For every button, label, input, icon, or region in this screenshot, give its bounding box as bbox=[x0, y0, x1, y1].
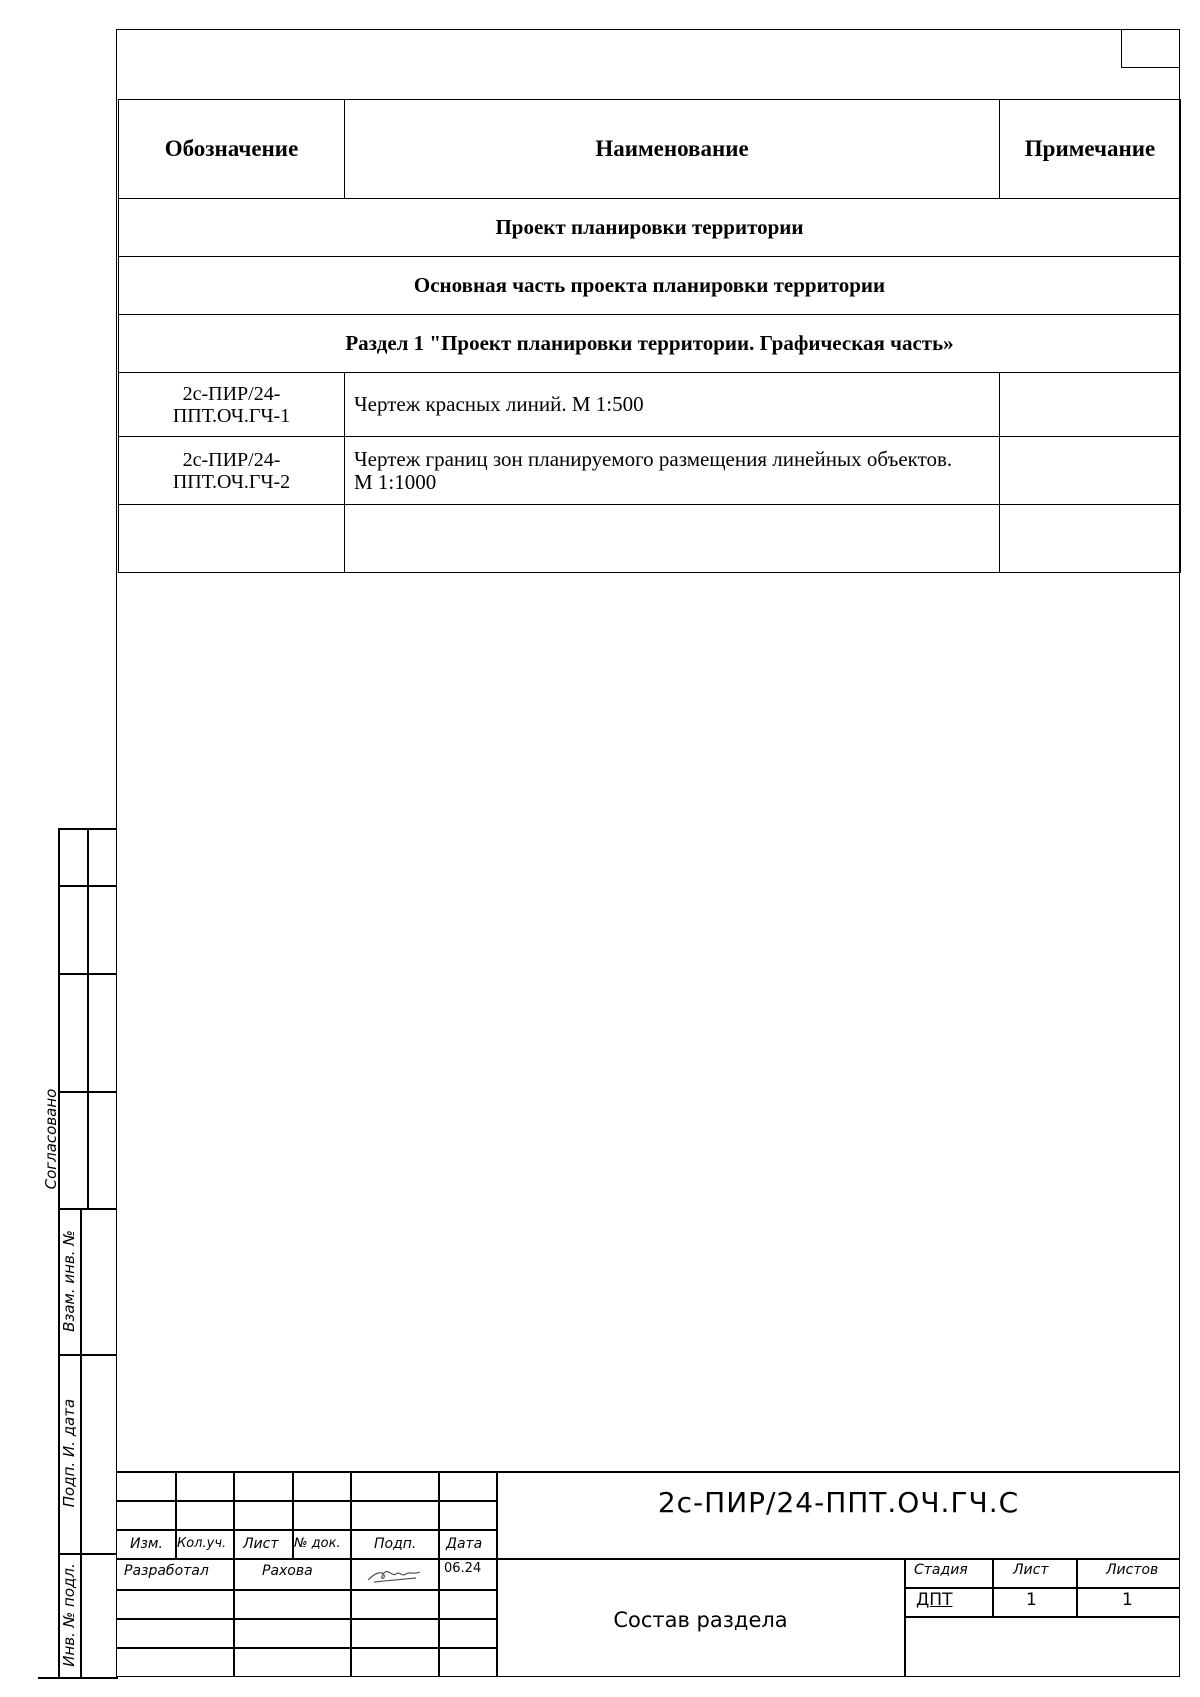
header-designation: Обозначение bbox=[119, 100, 345, 199]
row-code: 2с-ПИР/24- ППТ.ОЧ.ГЧ-1 bbox=[119, 373, 345, 437]
stamp-date: 06.24 bbox=[444, 1561, 482, 1576]
stamp-col-data: Дата bbox=[446, 1536, 483, 1552]
header-name: Наименование bbox=[345, 100, 1000, 199]
stage-label: Стадия bbox=[914, 1562, 968, 1578]
doc-code: 2с-ПИР/24-ППТ.ОЧ.ГЧ.С bbox=[657, 1486, 1020, 1519]
stamp-col-izm: Изм. bbox=[130, 1536, 163, 1552]
table-row bbox=[119, 505, 1181, 573]
stamp-col-doc: № док. bbox=[294, 1536, 341, 1551]
sheets-label: Листов bbox=[1106, 1562, 1159, 1578]
contents-table bbox=[118, 99, 1181, 573]
developed-label: Разработал bbox=[124, 1563, 209, 1579]
row-code: 2с-ПИР/24- ППТ.ОЧ.ГЧ-2 bbox=[119, 437, 345, 505]
stage-value: ДПТ bbox=[916, 1590, 953, 1610]
side-vzam-label: Взам. инв. № bbox=[60, 1230, 78, 1332]
row-note bbox=[1000, 505, 1181, 573]
section-title-2: Основная часть проекта планировки территории bbox=[119, 257, 1181, 315]
side-inv-podl-label: Инв. № подл. bbox=[60, 1563, 78, 1667]
row-name: Чертеж границ зон планируемого размещения линейных объектов. М 1:1000 bbox=[345, 437, 1000, 505]
side-podp-data-label: Подп. И. дата bbox=[60, 1398, 78, 1508]
sheet-label: Лист bbox=[1013, 1562, 1049, 1578]
side-approved-label: Согласовано bbox=[42, 1088, 60, 1190]
stamp-col-podp: Подп. bbox=[374, 1536, 417, 1552]
sheet-value: 1 bbox=[1026, 1590, 1037, 1610]
sheets-value: 1 bbox=[1122, 1590, 1133, 1610]
stamp-col-kol: Кол.уч. bbox=[177, 1536, 227, 1551]
table-row bbox=[119, 437, 1181, 505]
row-name: Чертеж красных линий. М 1:500 bbox=[345, 373, 1000, 437]
row-note bbox=[1000, 373, 1181, 437]
header-row bbox=[119, 100, 1181, 199]
sheet-title: Состав раздела bbox=[613, 1608, 788, 1632]
developer-name: Рахова bbox=[262, 1563, 313, 1579]
row-name bbox=[345, 505, 1000, 573]
row-code bbox=[119, 505, 345, 573]
signature-icon bbox=[364, 1563, 426, 1585]
stamp-col-list: Лист bbox=[243, 1536, 279, 1552]
table-row bbox=[119, 373, 1181, 437]
section-title-1: Проект планировки территории bbox=[119, 199, 1181, 257]
row-note bbox=[1000, 437, 1181, 505]
header-note: Примечание bbox=[1000, 100, 1181, 199]
section-title-3: Раздел 1 "Проект планировки территории. Графическая часть» bbox=[119, 315, 1181, 373]
corner-box bbox=[1121, 29, 1180, 68]
